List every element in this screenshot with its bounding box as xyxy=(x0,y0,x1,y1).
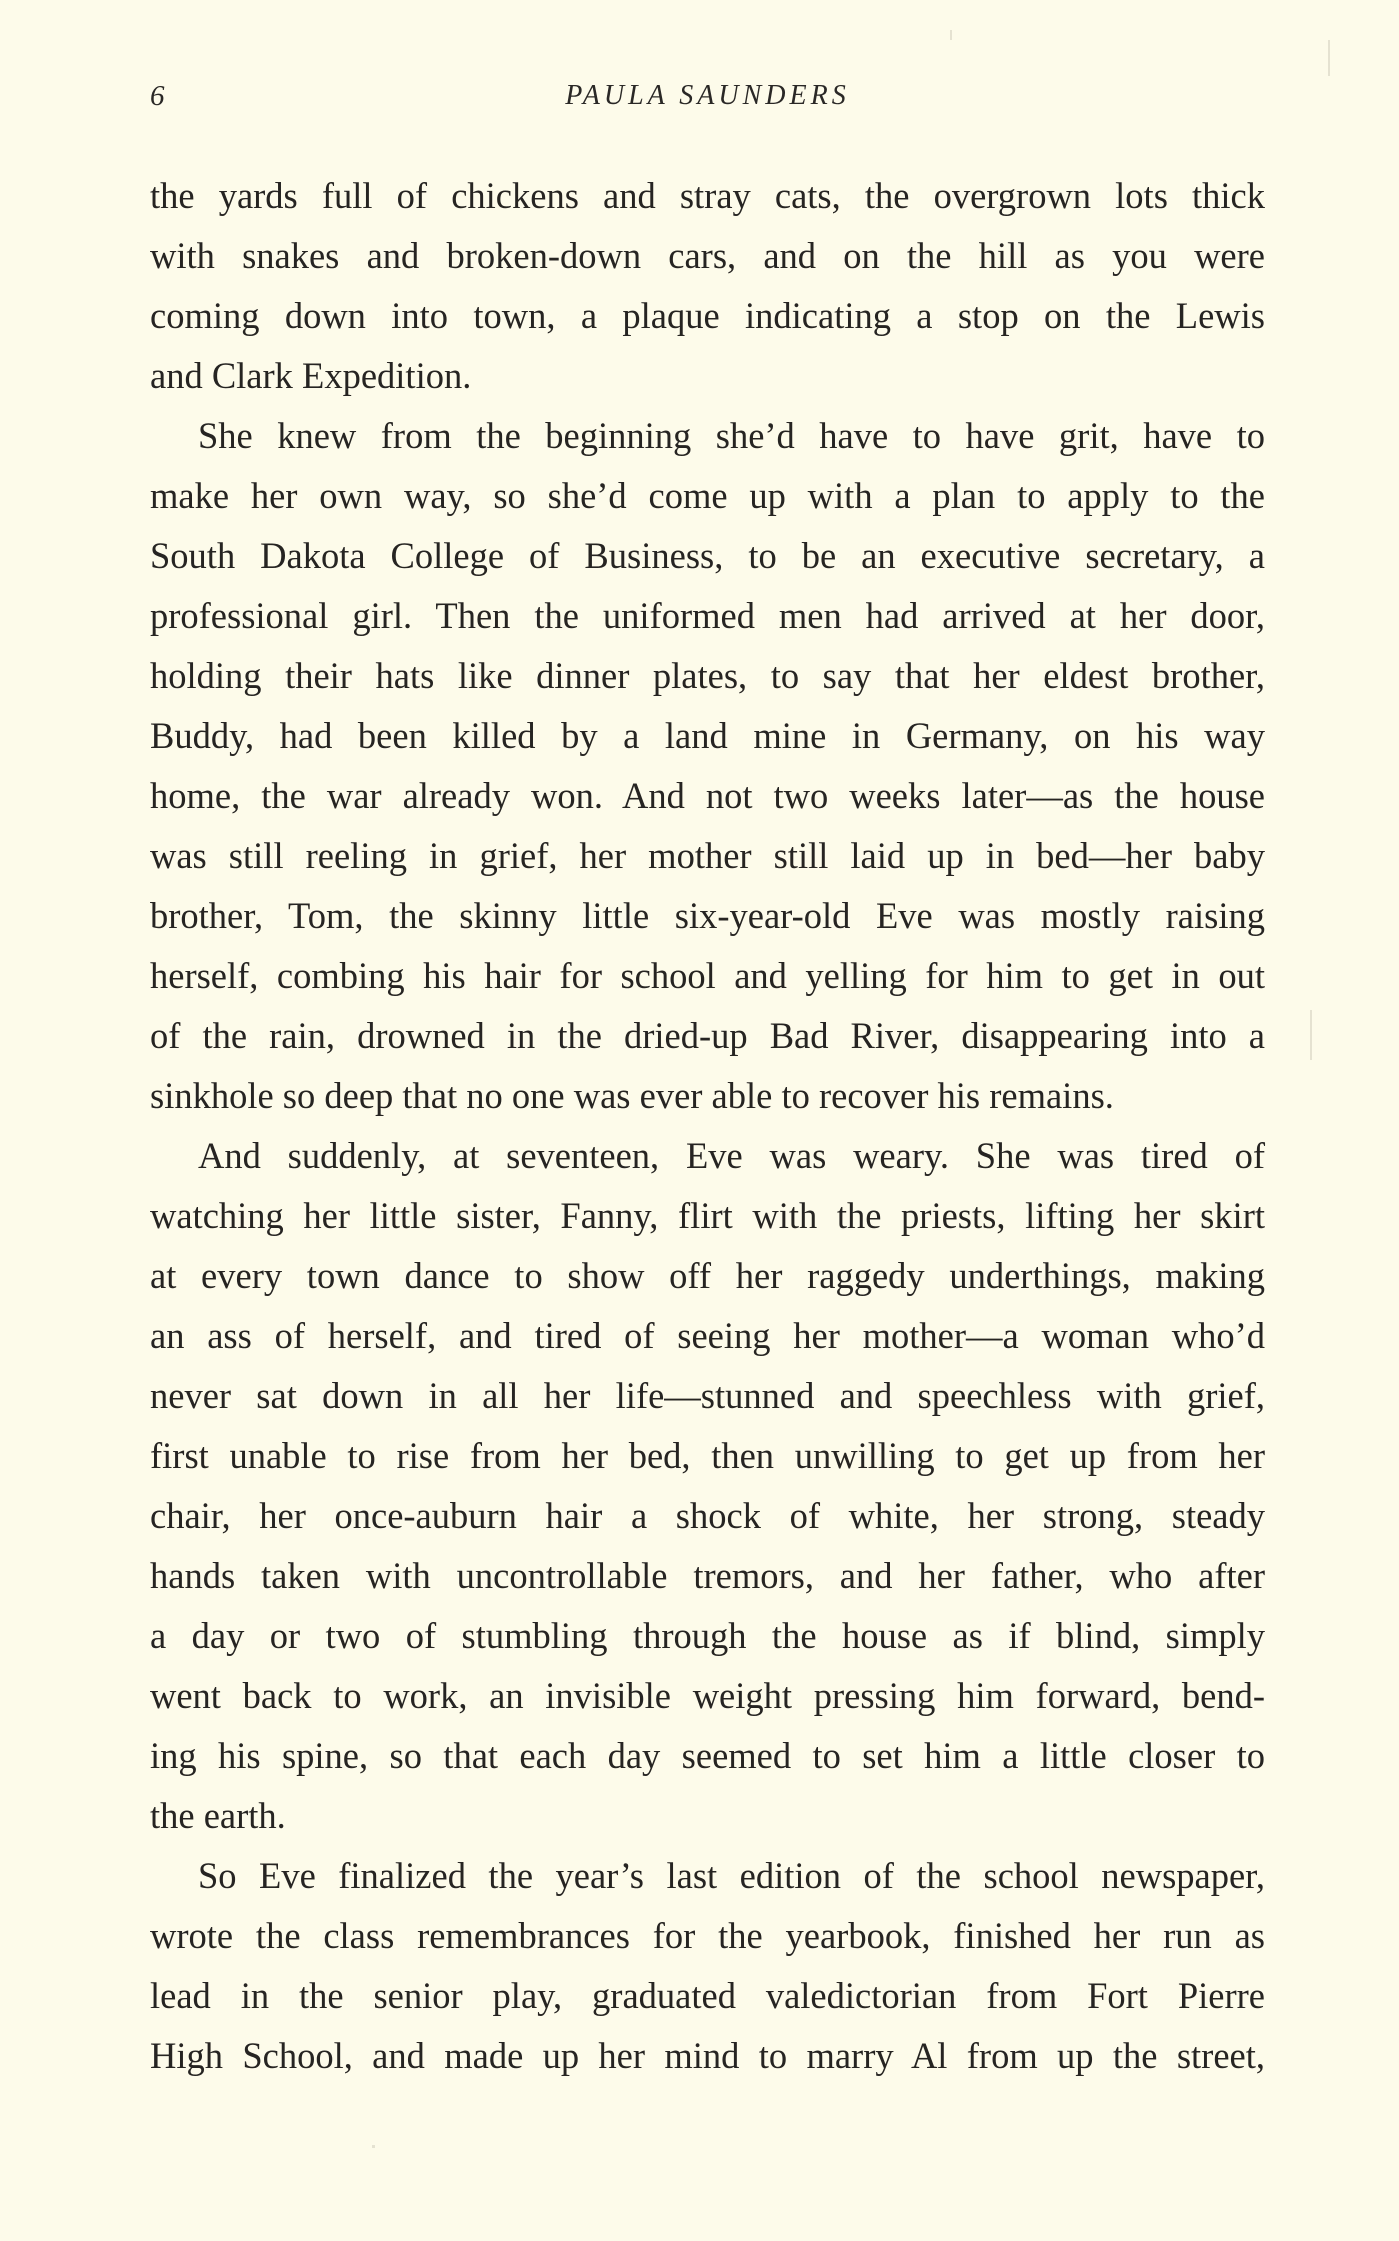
text-line: Buddy, had been killed by a land mine in Germany, on his way xyxy=(150,715,1265,756)
text-line: chair, her once-auburn hair a shock of white, her strong, steady xyxy=(150,1495,1265,1536)
page-number: 6 xyxy=(150,80,165,112)
scan-artifact xyxy=(372,2145,375,2148)
text-line: never sat down in all her life—stunned and speechless with grief, xyxy=(150,1375,1265,1416)
text-line-content: So Eve finalized the year’s last edition of the school newspaper, xyxy=(198,1855,1265,1896)
scan-artifact xyxy=(1328,40,1330,76)
text-line: herself, combing his hair for school and yelling for him to get in out xyxy=(150,955,1265,996)
text-line: professional girl. Then the uniformed men had arrived at her door, xyxy=(150,595,1265,636)
paragraph xyxy=(150,166,1265,406)
text-line: watching her little sister, Fanny, flirt with the priests, lifting her skirt xyxy=(150,1195,1265,1236)
text-line: with snakes and broken-down cars, and on the hill as you were xyxy=(150,235,1265,276)
paragraph xyxy=(150,406,1265,1126)
text-line-content: And suddenly, at seventeen, Eve was weary. She was tired of xyxy=(198,1135,1265,1176)
paragraph xyxy=(150,1126,1265,1846)
text-line xyxy=(150,1126,1265,1186)
text-line: at every town dance to show off her raggedy underthings, making xyxy=(150,1255,1265,1296)
text-line-content: She knew from the beginning she’d have to have grit, have to xyxy=(198,415,1265,456)
text-line: first unable to rise from her bed, then unwilling to get up from her xyxy=(150,1435,1265,1476)
paragraph xyxy=(150,1846,1265,2086)
text-line: and Clark Expedition. xyxy=(150,355,472,396)
text-line: South Dakota College of Business, to be an executive secretary, a xyxy=(150,535,1265,576)
text-line: holding their hats like dinner plates, to say that her eldest brother, xyxy=(150,655,1265,696)
text-line: was still reeling in grief, her mother still laid up in bed—her baby xyxy=(150,835,1265,876)
text-line: make her own way, so she’d come up with a plan to apply to the xyxy=(150,475,1265,516)
text-line: sinkhole so deep that no one was ever able to recover his remains. xyxy=(150,1075,1114,1116)
text-line: home, the war already won. And not two weeks later—as the house xyxy=(150,775,1265,816)
text-line: a day or two of stumbling through the house as if blind, simply xyxy=(150,1615,1265,1656)
text-line: coming down into town, a plaque indicating a stop on the Lewis xyxy=(150,295,1265,336)
text-line: wrote the class remembrances for the yearbook, finished her run as xyxy=(150,1915,1265,1956)
running-head xyxy=(150,74,1265,118)
scan-artifact xyxy=(1310,1010,1312,1060)
text-line: went back to work, an invisible weight pressing him forward, bend- xyxy=(150,1675,1265,1716)
text-line: of the rain, drowned in the dried-up Bad River, disappearing into a xyxy=(150,1015,1265,1056)
body-text xyxy=(150,166,1265,2086)
text-line: lead in the senior play, graduated valedictorian from Fort Pierre xyxy=(150,1975,1265,2016)
text-line: the earth. xyxy=(150,1795,286,1836)
text-line: High School, and made up her mind to marry Al from up the street, xyxy=(150,2035,1265,2076)
text-line: an ass of herself, and tired of seeing her mother—a woman who’d xyxy=(150,1315,1265,1356)
running-head-author: PAULA SAUNDERS xyxy=(565,80,850,111)
text-line xyxy=(150,406,1265,466)
text-line xyxy=(150,1846,1265,1906)
scan-artifact xyxy=(950,30,952,40)
text-line: brother, Tom, the skinny little six-year-old Eve was mostly raising xyxy=(150,895,1265,936)
text-line: the yards full of chickens and stray cats, the overgrown lots thick xyxy=(150,175,1265,216)
text-line: hands taken with uncontrollable tremors, and her father, who after xyxy=(150,1555,1265,1596)
text-line: ing his spine, so that each day seemed to set him a little closer to xyxy=(150,1735,1265,1776)
